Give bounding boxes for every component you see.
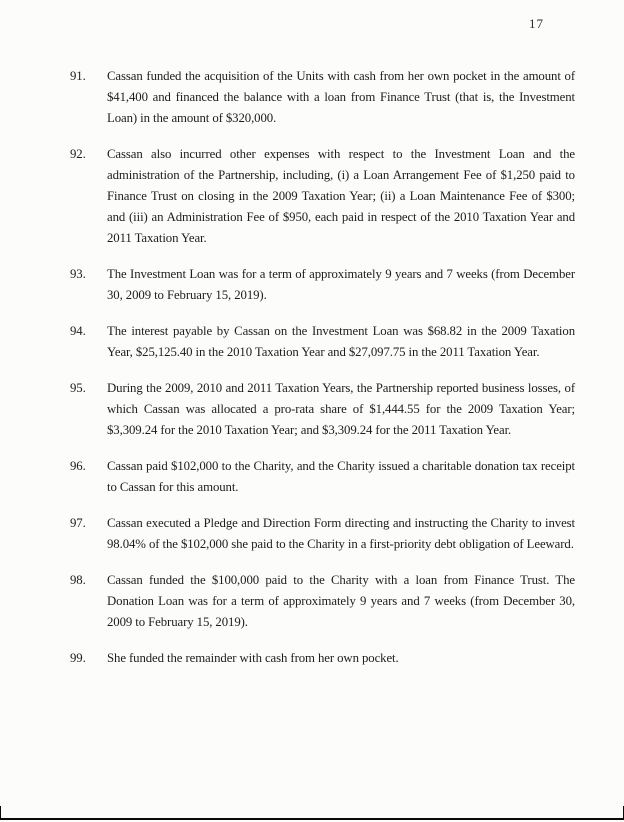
paragraph-number: 93.: [70, 267, 86, 281]
document-body: [70, 66, 575, 684]
paragraph-number: 94.: [70, 324, 86, 338]
paragraph-text: The interest payable by Cassan on the Investment Loan was $68.82 in the 2009 Taxation Year, $25,125.40 in the 2010 Taxation Year and $27,097.75 in the 2011 Taxation Year.: [107, 324, 575, 359]
paragraph-number: 96.: [70, 459, 86, 473]
paragraph-94: [70, 321, 575, 363]
paragraph-93: [70, 264, 575, 306]
paragraph-number: 91.: [70, 69, 86, 83]
paragraph-number: 99.: [70, 651, 86, 665]
paragraph-text: Cassan funded the acquisition of the Units with cash from her own pocket in the amount of $41,400 and financed the balance with a loan from Finance Trust (that is, the Investment Loan) in the amount of $320,000.: [107, 69, 575, 125]
paragraph-92: [70, 144, 575, 249]
paragraph-95: [70, 378, 575, 441]
paragraph-text: Cassan also incurred other expenses with respect to the Investment Loan and the administration of the Partnership, including, (i) a Loan Arrangement Fee of $1,250 paid to Finance Trust on closing in the 2009 Taxation Year; (ii) a Loan Maintenance Fee of $300; and (iii) an Administration Fee of $950, each paid in respect of the 2010 Taxation Year and 2011 Taxation Year.: [107, 147, 575, 245]
paragraph-99: [70, 648, 575, 669]
paragraph-text: The Investment Loan was for a term of approximately 9 years and 7 weeks (from December 30, 2009 to February 15, 2019).: [107, 267, 575, 302]
paragraph-91: [70, 66, 575, 129]
paragraph-96: [70, 456, 575, 498]
paragraph-text: She funded the remainder with cash from her own pocket.: [107, 651, 399, 665]
paragraph-text: Cassan funded the $100,000 paid to the Charity with a loan from Finance Trust. The Donation Loan was for a term of approximately 9 years and 7 weeks (from December 30, 2009 to February 15, 2019).: [107, 573, 575, 629]
scan-edge-artifact: [0, 806, 1, 820]
page-number: 17: [529, 16, 544, 31]
paragraph-text: During the 2009, 2010 and 2011 Taxation Years, the Partnership reported business losses, of which Cassan was allocated a pro-rata share of $1,444.55 for the 2009 Taxation Year; $3,309.24 for the 2010 Taxation Year; and $3,309.24 for the 2011 Taxation Year.: [107, 381, 575, 437]
paragraph-number: 95.: [70, 381, 86, 395]
paragraph-98: [70, 570, 575, 633]
paragraph-text: Cassan paid $102,000 to the Charity, and the Charity issued a charitable donation tax receipt to Cassan for this amount.: [107, 459, 575, 494]
paragraph-number: 92.: [70, 147, 86, 161]
paragraph-number: 98.: [70, 573, 86, 587]
paragraph-text: Cassan executed a Pledge and Direction Form directing and instructing the Charity to invest 98.04% of the $102,000 she paid to the Charity in a first-priority debt obligation of Leeward.: [107, 516, 575, 551]
paragraph-97: [70, 513, 575, 555]
paragraph-number: 97.: [70, 516, 86, 530]
scan-edge-artifact: [0, 818, 624, 820]
